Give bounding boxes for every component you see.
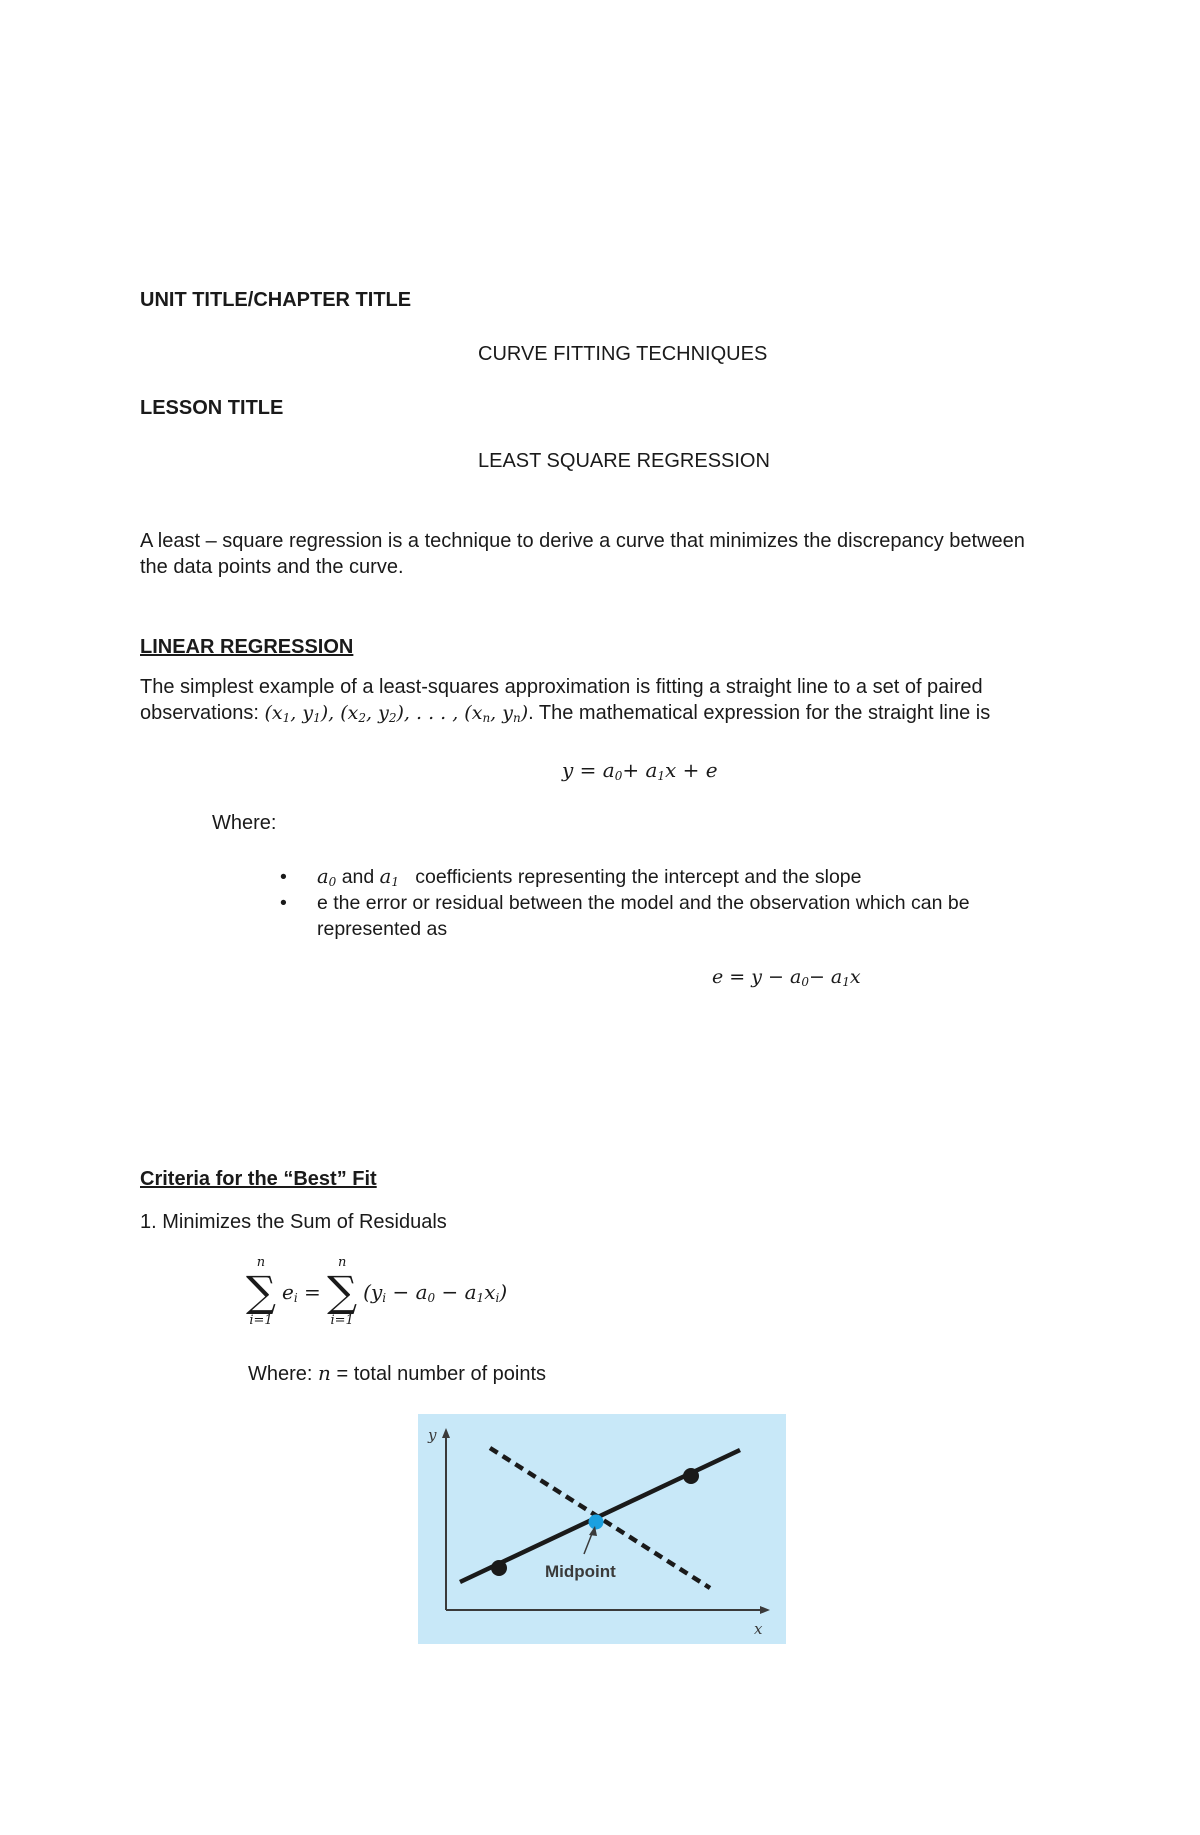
data-point [491,1560,507,1576]
list-item [280,864,1080,890]
observations-pairs: ($x_1$, $y_1$), ($x_2$, $y_2$), . . . , ($x_n$, $y_n$) [264,702,529,725]
bullet1-and: and [341,866,375,888]
where-label: Where: [212,812,277,834]
observations-suffix: . The mathematical expression for the straight line is [528,702,991,724]
unit-title: CURVE FITTING TECHNIQUES [478,343,768,365]
bullet1-text: coefficients representing the intercept and the slope [415,866,862,888]
observations-label: observations: [140,702,265,724]
coefficient-a0: $a_0$ [317,865,337,889]
intro-line-2: the data points and the curve. [140,556,404,578]
residual-equation: $e = y - a_0- a_1x$ [712,966,861,989]
data-point [683,1468,699,1484]
linear-model-equation: $y = a_0+ a_1x + e$ [562,758,718,783]
summation-symbol: n ∑ i=1 [327,1255,358,1328]
where-suffix: = total number of points [330,1363,547,1385]
coefficient-a1: $a_1$ [379,865,399,889]
criteria-heading: Criteria for the “Best” Fit [140,1168,377,1190]
list-item [280,890,1080,942]
bullet2-line-2: represented as [317,918,448,940]
linear-regression-paragraph [140,674,990,726]
linear-paragraph-line-2 [140,700,990,726]
intro-line-1: A least – square regression is a technique to derive a curve that minimizes the discrepancy between [140,530,1025,552]
summation-symbol: n ∑ i=1 [246,1255,276,1328]
linear-paragraph-line-1: The simplest example of a least-squares approximation is fitting a straight line to a set of paired [140,676,983,698]
sum-of-residuals-equation: n ∑ i=1 $e_i$ = n ∑ i=1 $(y_i - a_0 - a_1x_i)$ [246,1255,508,1328]
unit-label: UNIT TITLE/CHAPTER TITLE [140,289,412,311]
y-axis-label: y [428,1426,437,1444]
x-axis-label: x [754,1620,763,1638]
midpoint-figure [418,1414,786,1644]
coefficient-list [280,864,1080,942]
criteria-item-1: 1. Minimizes the Sum of Residuals [140,1211,447,1233]
midpoint-label: Midpoint [545,1562,616,1581]
linear-regression-heading: LINEAR REGRESSION [140,636,354,658]
bullet-icon: • [280,866,287,888]
midpoint-marker [589,1515,604,1530]
lesson-label: LESSON TITLE [140,397,284,419]
bullet-icon: • [280,892,287,914]
where-n-note [248,1360,546,1387]
where-prefix: Where: [248,1363,319,1385]
lesson-title: LEAST SQUARE REGRESSION [478,450,770,472]
intro-paragraph [140,528,1025,580]
n-variable: n [318,1361,331,1385]
bullet2-line-1: e the error or residual between the model and the observation which can be [317,892,970,914]
